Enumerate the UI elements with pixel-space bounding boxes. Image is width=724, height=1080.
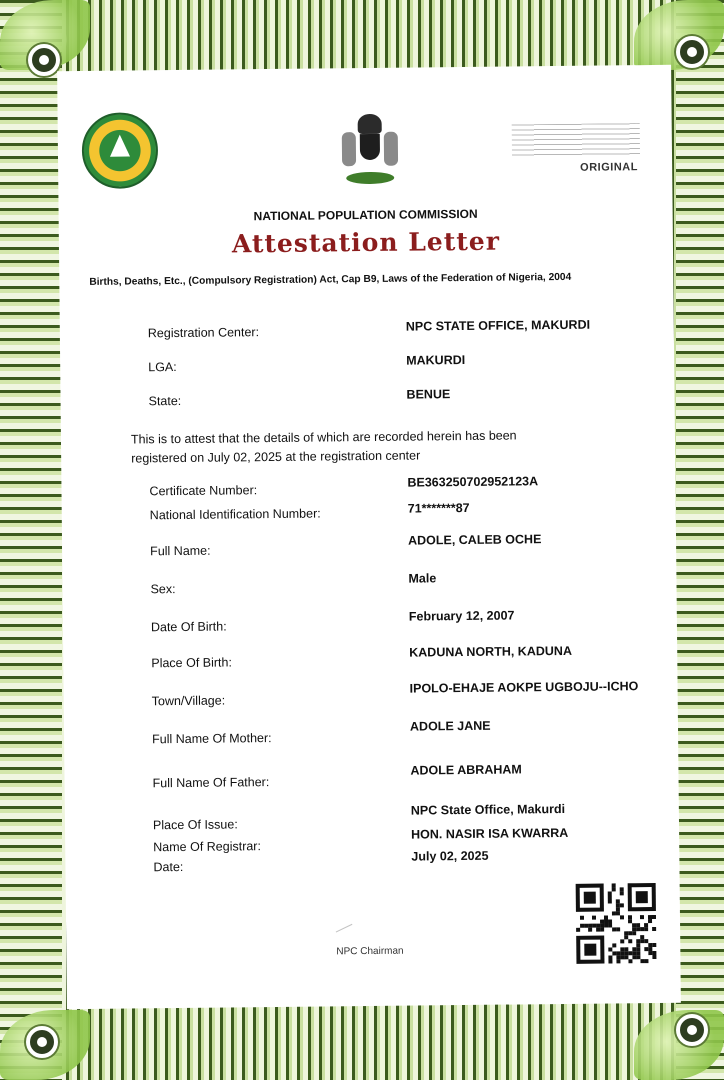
rosette-icon-bottom-right [676,1014,708,1046]
state-value: BENUE [406,387,451,402]
attestation-letter [57,65,681,1009]
town-village-label: Town/Village: [151,693,226,709]
lga-value: MAKURDI [406,352,466,368]
rosette-icon-top-left [28,44,60,76]
certificate-number-value: BE363250702952123A [407,474,539,490]
full-name-value: ADOLE, CALEB OCHE [407,532,542,548]
date-value: July 02, 2025 [411,848,489,864]
place-of-issue-value: NPC State Office, Makurdi [410,801,566,818]
state-label: State: [148,393,182,409]
mother-name-label: Full Name Of Mother: [152,731,272,747]
nin-label: National Identification Number: [149,506,321,523]
document-title: Attestation Letter [231,226,501,259]
place-of-issue-label: Place Of Issue: [152,817,238,833]
registration-center-label: Registration Center: [147,325,260,341]
signature-caption: NPC Chairman [336,945,404,958]
left-border-pattern [0,0,62,1080]
mother-name-value: ADOLE JANE [409,718,491,734]
rosette-icon-bottom-left [26,1026,58,1058]
date-label: Date: [153,859,184,875]
coat-of-arms-icon [340,114,401,185]
nin-value: 71*******87 [407,500,470,516]
qr-code-icon [576,883,657,964]
dob-label: Date Of Birth: [150,619,227,635]
commission-name: NATIONAL POPULATION COMMISSION [253,206,478,224]
lga-label: LGA: [148,360,177,375]
place-of-birth-label: Place Of Birth: [151,655,232,671]
registrar-label: Name Of Registrar: [153,839,261,855]
attestation-statement: This is to attest that the details of which are recorded herein has been registered on July 02, 2025 at the registration center [130,428,517,466]
full-name-label: Full Name: [150,543,211,559]
caution-notice [512,123,640,158]
place-of-birth-value: KADUNA NORTH, KADUNA [409,643,573,660]
right-border-pattern [676,0,724,1080]
signature-mark [330,911,353,932]
town-village-value: IPOLO-EHAJE AOKPE UGBOJU--ICHO [409,679,639,696]
registrar-value: HON. NASIR ISA KWARRA [411,825,569,842]
dob-value: February 12, 2007 [408,608,515,624]
registration-center-value: NPC STATE OFFICE, MAKURDI [405,317,591,334]
act-reference: Births, Deaths, Etc., (Compulsory Registration) Act, Cap B9, Laws of the Federation of Nigeria, 2004 [89,271,572,288]
original-label: ORIGINAL [580,161,638,174]
sex-value: Male [408,571,437,586]
rosette-icon-top-right [676,36,708,68]
sex-label: Sex: [150,582,176,597]
certificate-number-label: Certificate Number: [149,483,258,499]
father-name-value: ADOLE ABRAHAM [410,762,522,778]
father-name-label: Full Name Of Father: [152,775,270,791]
npc-logo-icon [82,112,159,189]
